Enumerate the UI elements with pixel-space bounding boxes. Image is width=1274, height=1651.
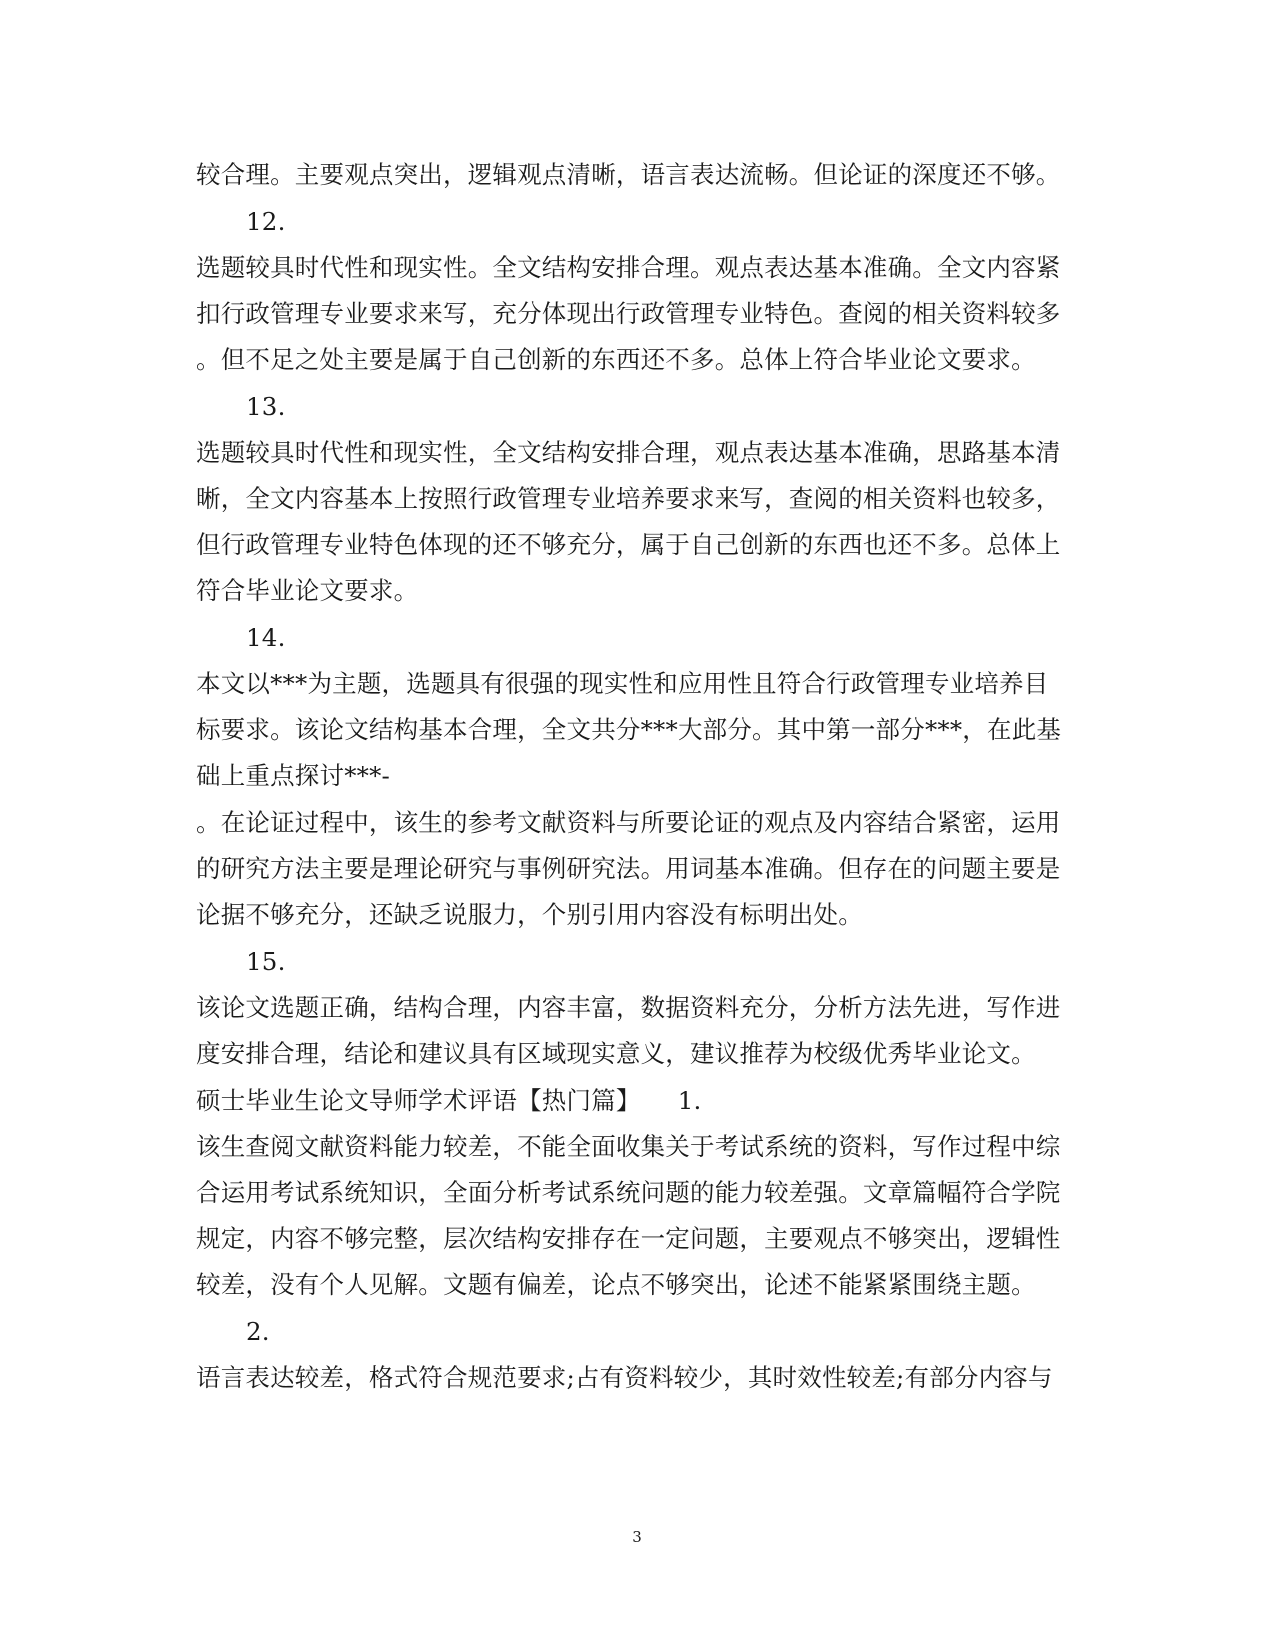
- text-line: 晰，全文内容基本上按照行政管理专业培养要求来写，查阅的相关资料也较多，: [196, 484, 1061, 513]
- text-line: 但行政管理专业特色体现的还不够充分，属于自己创新的东西也还不多。总体上: [196, 530, 1061, 559]
- item-number: 14.: [246, 623, 286, 652]
- text-line: 扣行政管理专业要求来写，充分体现出行政管理专业特色。查阅的相关资料较多: [196, 299, 1061, 328]
- text-line: 该生查阅文献资料能力较差，不能全面收集关于考试系统的资料，写作过程中综: [196, 1132, 1061, 1161]
- text-line: 选题较具时代性和现实性，全文结构安排合理，观点表达基本准确，思路基本清: [196, 438, 1061, 467]
- item-number: 13.: [246, 392, 286, 421]
- text-line: 标要求。该论文结构基本合理，全文共分***大部分。其中第一部分***，在此基: [196, 715, 1062, 744]
- text-line: 规定，内容不够完整，层次结构安排存在一定问题，主要观点不够突出，逻辑性: [196, 1224, 1061, 1253]
- text-line: 。在论证过程中，该生的参考文献资料与所要论证的观点及内容结合紧密，运用: [196, 808, 1061, 837]
- text-line: 符合毕业论文要求。: [196, 576, 419, 605]
- page-number: 3: [632, 1528, 642, 1546]
- text-line: 选题较具时代性和现实性。全文结构安排合理。观点表达基本准确。全文内容紧: [196, 253, 1061, 282]
- text-line: 较合理。主要观点突出，逻辑观点清晰，语言表达流畅。但论证的深度还不够。: [196, 160, 1061, 189]
- text-line: 的研究方法主要是理论研究与事例研究法。用词基本准确。但存在的问题主要是: [196, 854, 1061, 883]
- text-line: 合运用考试系统知识，全面分析考试系统问题的能力较差强。文章篇幅符合学院: [196, 1178, 1061, 1207]
- text-line: 。但不足之处主要是属于自己创新的东西还不多。总体上符合毕业论文要求。: [196, 345, 1036, 374]
- text-line: 础上重点探讨***-: [196, 761, 391, 790]
- text-line: 较差，没有个人见解。文题有偏差，论点不够突出，论述不能紧紧围绕主题。: [196, 1270, 1036, 1299]
- text-line: 论据不够充分，还缺乏说服力，个别引用内容没有标明出处。: [196, 900, 863, 929]
- text-line: 本文以***为主题，选题具有很强的现实性和应用性且符合行政管理专业培养目: [196, 669, 1049, 698]
- item-number: 2.: [246, 1317, 270, 1346]
- item-number: 12.: [246, 207, 286, 236]
- section-heading: 硕士毕业生论文导师学术评语【热门篇】 1.: [196, 1086, 702, 1115]
- text-line: 该论文选题正确，结构合理，内容丰富，数据资料充分，分析方法先进，写作进: [196, 993, 1061, 1022]
- text-line: 度安排合理，结论和建议具有区域现实意义，建议推荐为校级优秀毕业论文。: [196, 1039, 1036, 1068]
- item-number: 15.: [246, 947, 286, 976]
- text-line: 语言表达较差，格式符合规范要求;占有资料较少，其时效性较差;有部分内容与: [196, 1363, 1053, 1392]
